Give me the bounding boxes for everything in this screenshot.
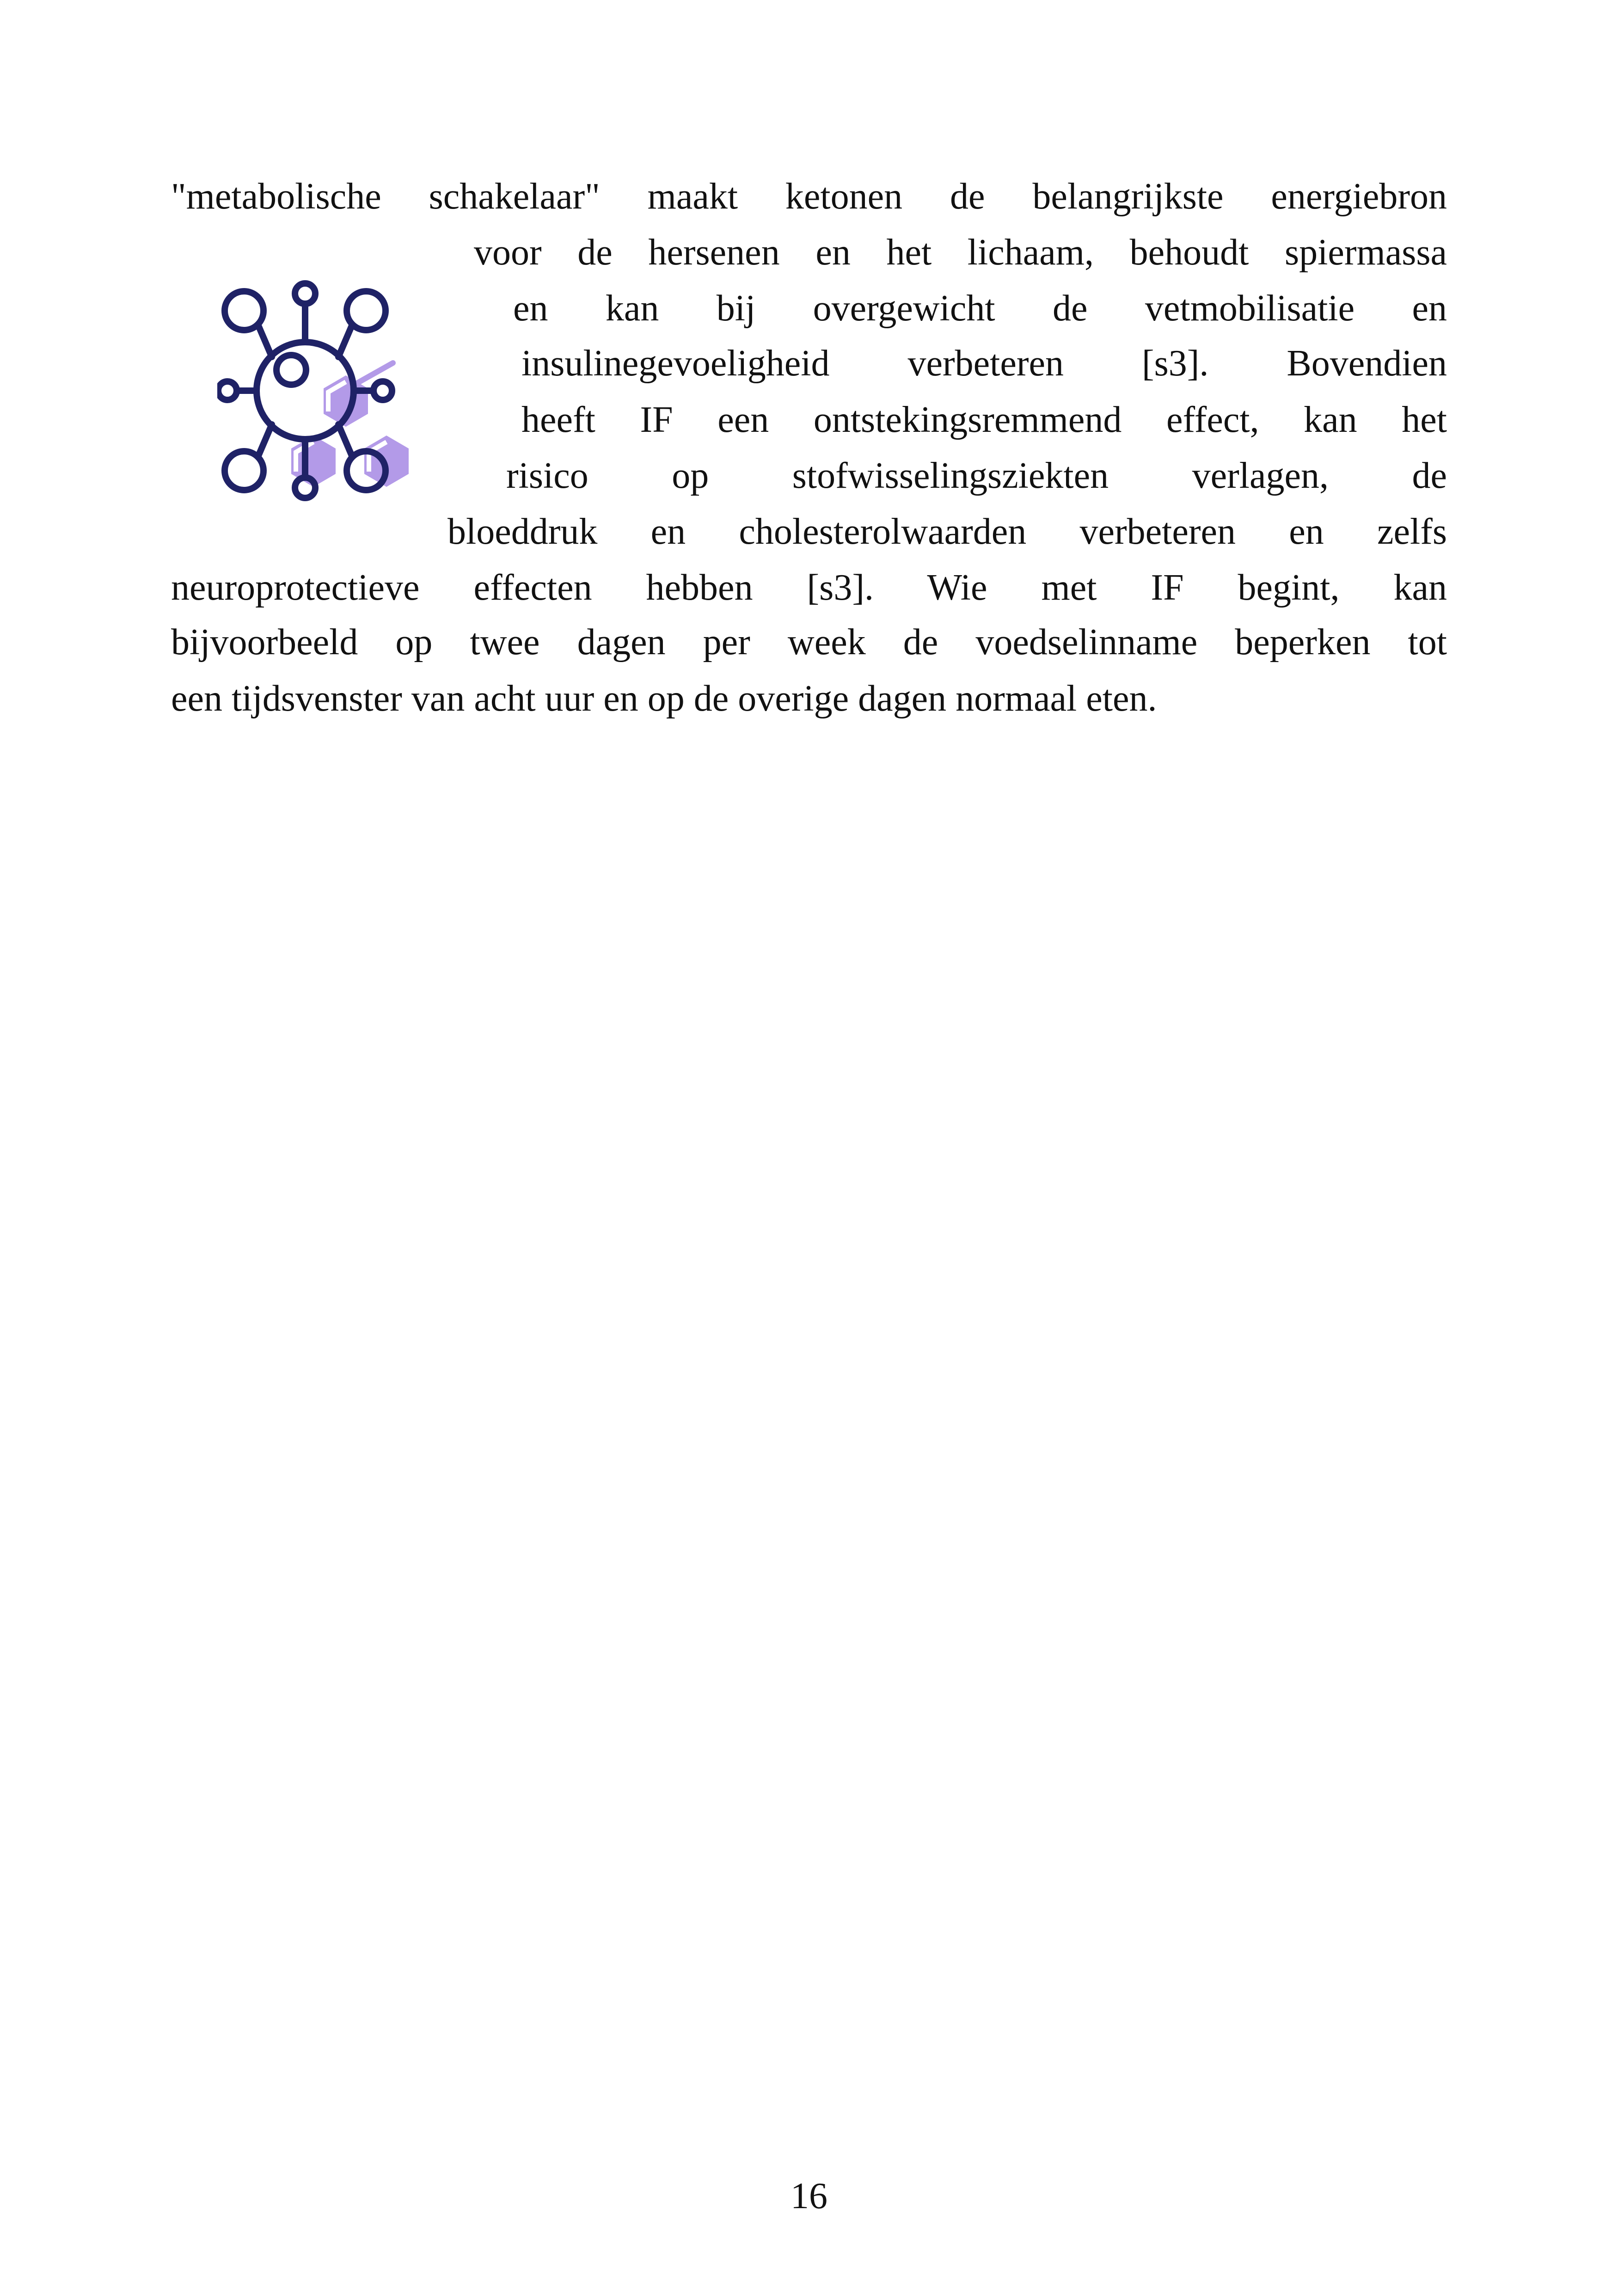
body-text-line: bloeddruk en cholesterolwaarden verbeteren en zelfs	[447, 511, 1447, 552]
body-text-line: neuroprotectieve effecten hebben [s3]. Wie met IF begint, kan	[171, 567, 1447, 608]
body-text-line: en kan bij overgewicht de vetmobilisatie en	[513, 288, 1447, 329]
body-text-line: een tijdsvenster van acht uur en op de overige dagen normaal eten.	[171, 678, 1157, 719]
body-text-line: bijvoorbeeld op twee dagen per week de voedselinname beperken tot	[171, 622, 1447, 663]
body-text-line: heeft IF een ontstekingsremmend effect, kan het	[521, 399, 1447, 440]
page-number: 16	[791, 2176, 827, 2216]
body-text-line: insulinegevoeligheid verbeteren [s3]. Bovendien	[521, 343, 1447, 384]
molecule-network-icon	[217, 273, 439, 504]
body-text-line: risico op stofwisselingsziekten verlagen, de	[506, 455, 1447, 496]
body-text-line: voor de hersenen en het lichaam, behoudt spiermassa	[474, 232, 1447, 273]
body-text-line: "metabolische schakelaar" maakt ketonen de belangrijkste energiebron	[171, 176, 1447, 217]
